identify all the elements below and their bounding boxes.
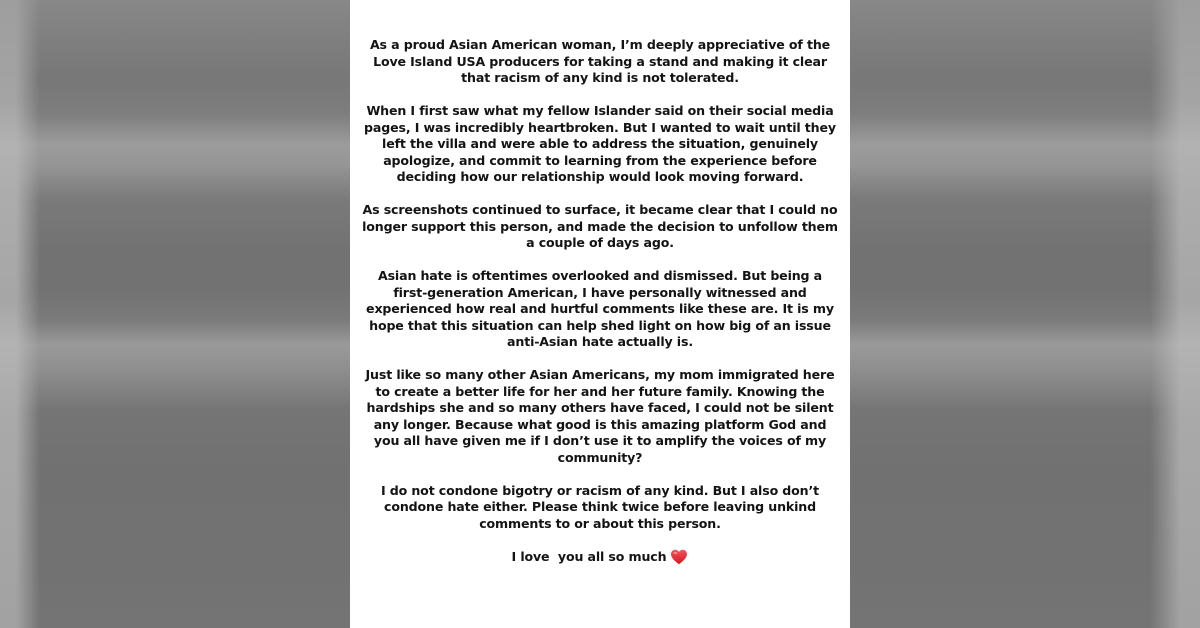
paragraph-community: Just like so many other Asian Americans, my mom immigrated here to create a better life for her and her future family. Knowing the hardships she and so many others have faced, I could not be silent any longer. Because what good is this amazing platform God and you all have given me if I don’t use it to amplify the voices of my community? <box>365 367 835 465</box>
red-heart-icon <box>670 549 688 565</box>
paragraph-gratitude: As a proud Asian American woman, I’m deeply appreciative of the Love Island USA producers for taking a stand and making it clear that racism of any kind is not tolerated. <box>369 37 831 85</box>
blurred-edge-left <box>0 0 40 628</box>
statement-text <box>360 37 840 565</box>
paragraph-unfollow: As screenshots continued to surface, it became clear that I could no longer support this person, and made the decision to unfollow them a couple of days ago. <box>362 202 838 250</box>
closing-line <box>360 549 840 566</box>
paragraph-no-hate: I do not condone bigotry or racism of any kind. But I also don’t condone hate either. Please think twice before leaving unkind comments to or about this person. <box>381 482 819 531</box>
paragraph-heartbroken: When I first saw what my fellow Islander said on their social media pages, I was incredibly heartbroken. But I wanted to wait until they left the villa and were able to address the situation, genuinely apologize, and commit to learning from the experience before deciding how our relationship would look moving forward. <box>364 103 836 184</box>
blurred-background-right <box>850 0 1200 628</box>
blurred-background-left <box>0 0 350 628</box>
statement-card <box>350 0 850 628</box>
paragraph-asian-hate: Asian hate is oftentimes overlooked and dismissed. But being a first-generation American, I have personally witnessed and experienced how real and hurtful comments like these are. It is my hope that this situation can help shed light on how big of an issue anti-Asian hate actually is. <box>366 268 834 349</box>
blurred-edge-right <box>1150 0 1200 628</box>
closing-text: I love you all so much <box>511 548 667 564</box>
